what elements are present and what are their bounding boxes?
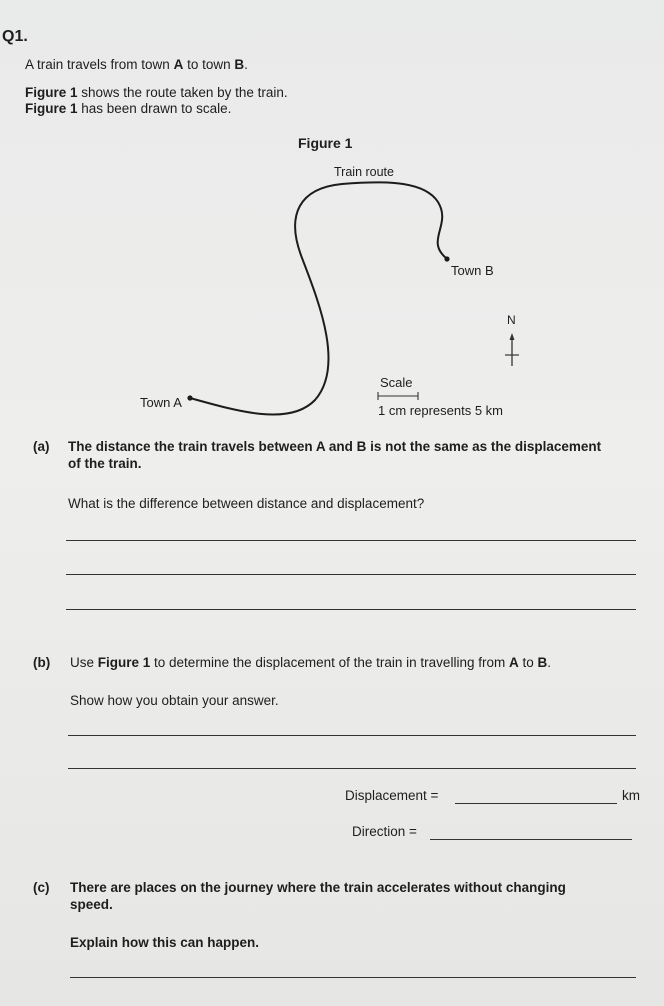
scale-bar	[378, 392, 418, 400]
route-label: Train route	[334, 165, 394, 179]
direction-answer-line[interactable]	[430, 839, 632, 840]
answer-line-a1[interactable]	[66, 540, 636, 541]
part-a-label: (a)	[33, 439, 50, 454]
scale-label: Scale	[380, 375, 413, 390]
north-label: N	[507, 313, 516, 327]
part-a-text-line2: of the train.	[68, 456, 142, 471]
question-number: Q1.	[2, 28, 28, 45]
part-c-text-line1: There are places on the journey where the train accelerates without changing	[70, 880, 566, 895]
answer-line-a2[interactable]	[66, 574, 636, 575]
answer-line-b1[interactable]	[68, 735, 636, 736]
intro-text: A train travels from town A to town B.	[25, 57, 248, 72]
answer-line-c1[interactable]	[70, 977, 636, 978]
town-b-label: Town B	[451, 263, 494, 278]
north-arrow-icon	[505, 333, 519, 366]
town-a-dot	[187, 395, 192, 400]
part-c-text-line2: speed.	[70, 897, 113, 912]
answer-line-a3[interactable]	[66, 609, 636, 610]
displacement-label: Displacement =	[345, 788, 439, 803]
part-a-text-line1: The distance the train travels between A and B is not the same as the displacement	[68, 439, 602, 454]
part-b-label: (b)	[33, 655, 51, 670]
part-c-prompt: Explain how this can happen.	[70, 935, 260, 950]
direction-label: Direction =	[352, 824, 417, 839]
figure-title: Figure 1	[298, 135, 353, 151]
part-b-prompt: Show how you obtain your answer.	[70, 693, 279, 708]
part-b-text: Use Figure 1 to determine the displacement of the train in travelling from A to B.	[70, 655, 551, 670]
town-a-label: Town A	[140, 395, 182, 410]
figure-shows-text: Figure 1 shows the route taken by the train.	[25, 85, 288, 100]
displacement-answer-line[interactable]	[455, 803, 617, 804]
part-a-prompt: What is the difference between distance and displacement?	[68, 496, 425, 511]
part-c-label: (c)	[33, 880, 50, 895]
town-b-dot	[444, 256, 449, 261]
figure-scale-text: Figure 1 has been drawn to scale.	[25, 101, 232, 116]
answer-line-b2[interactable]	[68, 768, 636, 769]
displacement-unit: km	[622, 788, 640, 803]
scale-text: 1 cm represents 5 km	[378, 403, 503, 418]
